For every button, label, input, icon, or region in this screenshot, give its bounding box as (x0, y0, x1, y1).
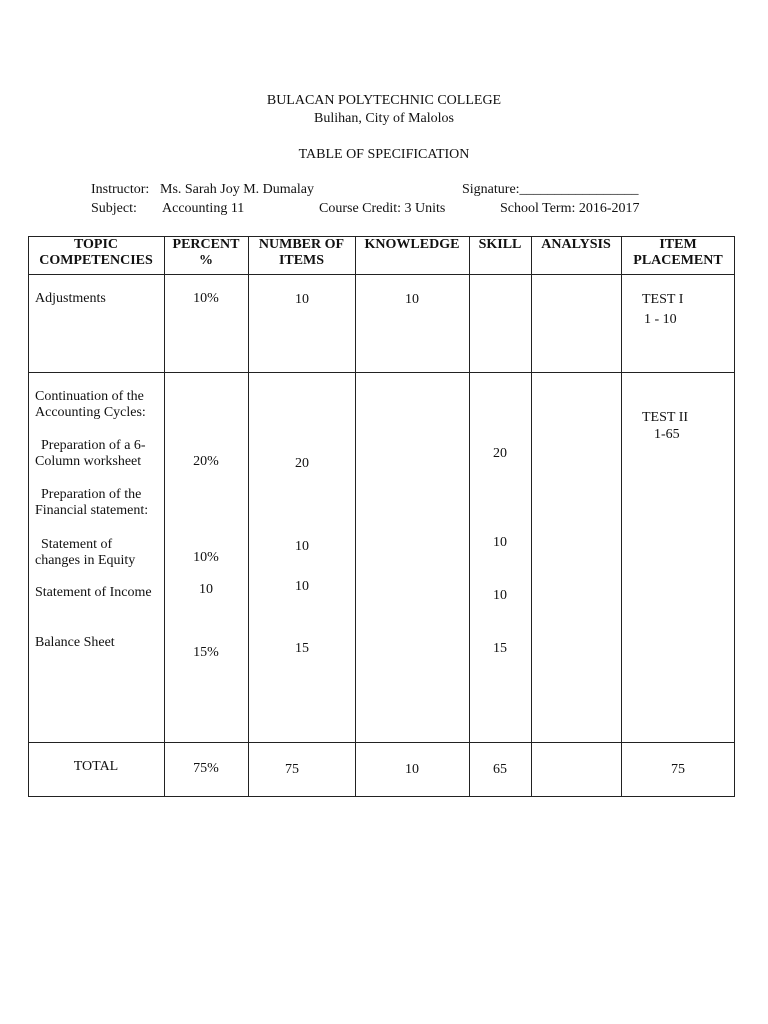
total-percent: 75% (193, 761, 219, 776)
document-title: TABLE OF SPECIFICATION (298, 147, 470, 162)
header-topic-competencies: TOPIC COMPETENCIES (39, 237, 153, 268)
topic-financial-statement-line1: Preparation of the (41, 487, 142, 502)
instructor-label: Instructor: (91, 182, 150, 197)
percent-changes-in-equity: 10% (193, 550, 219, 565)
topic-balance-sheet: Balance Sheet (35, 635, 115, 650)
subject-value: Accounting 11 (162, 201, 245, 216)
percent-adjustments: 10% (193, 291, 219, 306)
skill-changes-in-equity: 10 (493, 535, 507, 550)
column-divider (621, 236, 622, 797)
items-adjustments: 10 (295, 292, 309, 307)
column-divider (469, 236, 470, 797)
topic-changes-in-equity-line2: changes in Equity (35, 553, 136, 568)
topic-adjustments: Adjustments (35, 291, 106, 306)
topic-statement-of-income: Statement of Income (35, 585, 152, 600)
percent-balance-sheet: 15% (193, 645, 219, 660)
instructor-value: Ms. Sarah Joy M. Dumalay (160, 182, 314, 197)
column-divider (164, 236, 165, 797)
items-balance-sheet: 15 (295, 641, 309, 656)
skill-6-column-worksheet: 20 (493, 446, 507, 461)
placement-test2-range: 1-65 (654, 427, 680, 442)
row-divider (28, 372, 735, 373)
total-label: TOTAL (73, 759, 119, 774)
total-knowledge: 10 (405, 762, 419, 777)
header-item-placement: ITEM PLACEMENT (633, 237, 723, 268)
percent-6-column-worksheet: 20% (193, 454, 219, 469)
items-changes-in-equity: 10 (295, 539, 309, 554)
specification-table (28, 236, 735, 797)
skill-balance-sheet: 15 (493, 641, 507, 656)
items-6-column-worksheet: 20 (295, 456, 309, 471)
total-items: 75 (285, 762, 299, 777)
header-analysis: ANALYSIS (541, 237, 611, 252)
topic-financial-statement-line2: Financial statement: (35, 503, 149, 518)
skill-statement-of-income: 10 (493, 588, 507, 603)
header-knowledge: KNOWLEDGE (364, 237, 460, 252)
header-number-of-items: NUMBER OF ITEMS (258, 237, 345, 268)
placement-test1-range: 1 - 10 (644, 312, 677, 327)
topic-changes-in-equity-line1: Statement of (41, 537, 113, 552)
placement-test2-label: TEST II (642, 410, 689, 425)
topic-6-column-worksheet-line2: Column worksheet (35, 454, 142, 469)
knowledge-adjustments: 10 (405, 292, 419, 307)
topic-continuation-line2: Accounting Cycles: (35, 405, 146, 420)
column-divider (531, 236, 532, 797)
course-credit: Course Credit: 3 Units (319, 201, 446, 216)
school-term: School Term: 2016-2017 (500, 201, 640, 216)
institution-name: BULACAN POLYTECHNIC COLLEGE (266, 93, 502, 108)
institution-address: Bulihan, City of Malolos (314, 111, 454, 126)
column-divider (248, 236, 249, 797)
total-divider (28, 742, 735, 743)
header-skill: SKILL (478, 237, 522, 252)
total-skill: 65 (493, 762, 507, 777)
percent-statement-of-income: 10 (199, 582, 213, 597)
header-divider (28, 274, 735, 275)
placement-test1-label: TEST I (642, 292, 684, 307)
subject-label: Subject: (91, 201, 137, 216)
signature-field: Signature:_________________ (462, 182, 639, 197)
topic-continuation-line1: Continuation of the (35, 389, 144, 404)
items-statement-of-income: 10 (295, 579, 309, 594)
column-divider (355, 236, 356, 797)
header-percent: PERCENT % (172, 237, 240, 268)
topic-6-column-worksheet-line1: Preparation of a 6- (41, 438, 146, 453)
total-placement: 75 (671, 762, 685, 777)
